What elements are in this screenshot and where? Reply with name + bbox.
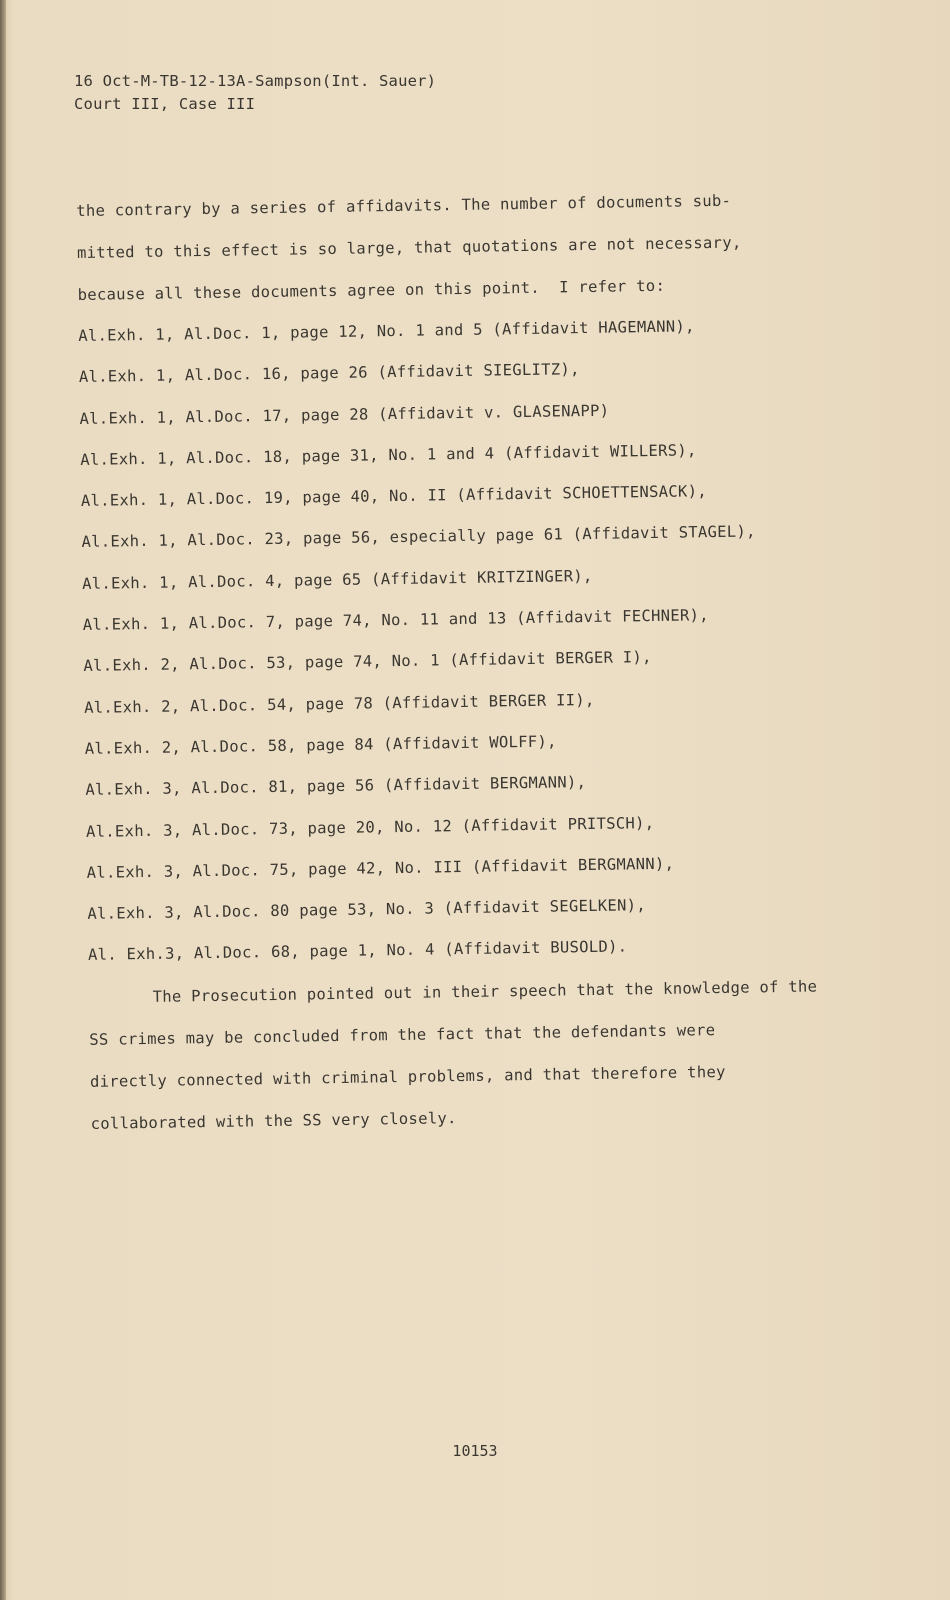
reference-line: Al.Exh. 1, Al.Doc. 18, page 31, No. 1 and 4 (Affidavit WILLERS), — [80, 441, 697, 469]
reference-line: Al.Exh. 2, Al.Doc. 54, page 78 (Affidavit BERGER II), — [83, 690, 595, 717]
document-body — [76, 177, 891, 1144]
reference-line: Al.Exh. 1, Al.Doc. 7, page 74, No. 11 and 13 (Affidavit FECHNER), — [82, 606, 709, 635]
reference-line: Al.Exh. 1, Al.Doc. 4, page 65 (Affidavit KRITZINGER), — [82, 566, 593, 593]
paragraph-2-line: directly connected with criminal problems, and that therefore they — [89, 1062, 726, 1091]
reference-line: Al.Exh. 3, Al.Doc. 80 page 53, No. 3 (Affidavit SEGELKEN), — [87, 896, 647, 924]
header-line-1: 16 Oct-M-TB-12-13A-Sampson(Int. Sauer) — [74, 72, 437, 90]
page-number: 10153 — [452, 1442, 498, 1460]
paragraph-2-line: collaborated with the SS very closely. — [90, 1108, 457, 1133]
reference-line: Al.Exh. 1, Al.Doc. 23, page 56, especially page 61 (Affidavit STAGEL), — [81, 522, 756, 552]
paragraph-2-line: SS crimes may be concluded from the fact that the defendants were — [89, 1020, 716, 1049]
reference-line: Al.Exh. 1, Al.Doc. 16, page 26 (Affidavit SIEGLITZ), — [78, 360, 580, 387]
page-edge — [0, 0, 6, 1600]
reference-line: Al.Exh. 1, Al.Doc. 19, page 40, No. II (Affidavit SCHOETTENSACK), — [80, 482, 708, 511]
reference-line: Al.Exh. 1, Al.Doc. 1, page 12, No. 1 and 5 (Affidavit HAGEMANN), — [78, 317, 695, 345]
paragraph-2-line: The Prosecution pointed out in their speech that the knowledge of the — [152, 977, 818, 1006]
reference-line: Al. Exh.3, Al.Doc. 68, page 1, No. 4 (Affidavit BUSOLD). — [87, 937, 628, 965]
document-header — [74, 70, 436, 116]
reference-line: Al.Exh. 3, Al.Doc. 81, page 56 (Affidavit BERGMANN), — [85, 773, 587, 800]
header-line-2: Court III, Case III — [74, 95, 256, 113]
paragraph-1-line: mitted to this effect is so large, that quotations are not necessary, — [76, 233, 742, 262]
reference-line: Al.Exh. 2, Al.Doc. 58, page 84 (Affidavit WOLFF), — [84, 732, 557, 758]
reference-line: Al.Exh. 1, Al.Doc. 17, page 28 (Affidavit v. GLASENAPP) — [79, 401, 610, 428]
reference-line: Al.Exh. 2, Al.Doc. 53, page 74, No. 1 (Affidavit BERGER I), — [83, 648, 652, 676]
reference-line: Al.Exh. 3, Al.Doc. 75, page 42, No. III (Affidavit BERGMANN), — [86, 854, 675, 882]
paragraph-1-line: because all these documents agree on this point. I refer to: — [77, 276, 666, 304]
reference-line: Al.Exh. 3, Al.Doc. 73, page 20, No. 12 (Affidavit PRITSCH), — [85, 813, 655, 841]
paragraph-1-line: the contrary by a series of affidavits. The number of documents sub- — [76, 191, 732, 220]
